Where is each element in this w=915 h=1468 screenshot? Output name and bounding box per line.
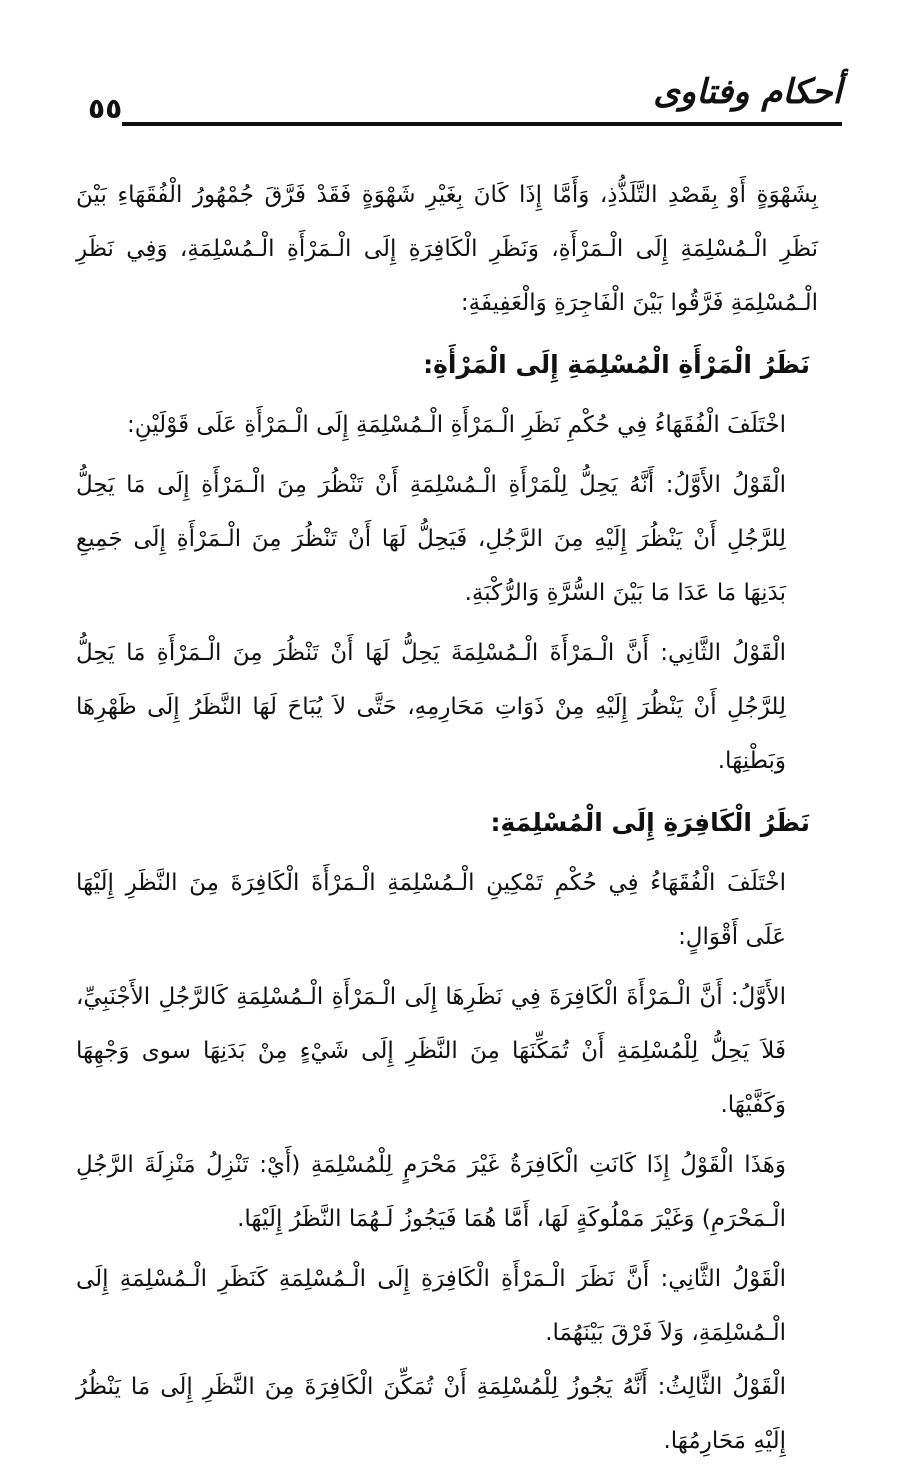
page-header <box>82 72 842 136</box>
book-title: أحكام وفتاوى <box>653 72 842 112</box>
paragraph-first-opinion: الْقَوْلُ الأَوَّلُ: أَنَّهُ يَحِلُّ لِلْمَرْأَةِ الْـمُسْلِمَةِ أَنْ تَنْظُرَ مِنَ الْـمَرْأَةِ إِلَى مَا يَحِلُّ لِلرَّجُلِ أَنْ يَنْظُرَ إِلَيْهِ مِنَ الرَّجُلِ، فَيَحِلُّ لَهَا أَنْ تَنْظُرَ مِنَ الْـمَرْأَةِ إِلَى جَمِيعِ بَدَنِهَا مَا عَدَا مَا بَيْنَ السُّرَّةِ وَالرُّكْبَةِ. <box>76 472 786 606</box>
page-number: ٥٥ <box>88 92 123 125</box>
paragraph-opinion-2: الْقَوْلُ الثَّانِي: أَنَّ نَظَرَ الْـمَرْأَةِ الْكَافِرَةِ إِلَى الْـمُسْلِمَةِ كَنَظَرِ الْـمُسْلِمَةِ إِلَى الْـمُسْلِمَةِ، وَلاَ فَرْقَ بَيْنَهُمَا. <box>76 1266 786 1346</box>
paragraph-disagreement-2: اخْتَلَفَ الْفُقَهَاءُ فِي حُكْمِ تَمْكِينِ الْـمُسْلِمَةِ الْـمَرْأَةَ الْكَافِرَةَ مِنَ النَّظَرِ إِلَيْهَا عَلَى أَقْوَالٍ: <box>76 870 786 950</box>
section-heading-muslim-woman: نَظَرُ الْمَرْأَةِ الْمُسْلِمَةِ إِلَى الْمَرْأَةِ: <box>423 350 810 379</box>
paragraph-opinion-1: الأَوَّلُ: أَنَّ الْـمَرْأَةَ الْكَافِرَةَ فِي نَظَرِهَا إِلَى الْـمَرْأَةِ الْـمُسْلِمَةِ كَالرَّجُلِ الأَجْنَبِيِّ، فَلاَ يَحِلُّ لِلْمُسْلِمَةِ أَنْ تُمَكِّنَهَا مِنَ النَّظَرِ إِلَى شَيْءٍ مِنْ بَدَنِهَا سوى وَجْهِهَا وَكَفَّيْهَا. <box>76 984 786 1118</box>
section-heading-non-muslim-woman: نَظَرُ الْكَافِرَةِ إِلَى الْمُسْلِمَةِ: <box>490 808 810 837</box>
page-content <box>76 168 818 1468</box>
paragraph-disagreement: اخْتَلَفَ الْفُقَهَاءُ فِي حُكْمِ نَظَرِ الْـمَرْأَةِ الْـمُسْلِمَةِ إِلَى الْـمَرْأَةِ عَلَى قَوْلَيْنِ: <box>126 412 786 438</box>
header-rule <box>122 122 842 126</box>
paragraph-second-opinion: الْقَوْلُ الثَّانِي: أَنَّ الْـمَرْأَةَ الْـمُسْلِمَةَ يَحِلُّ لَهَا أَنْ تَنْظُرَ مِنَ الْـمَرْأَةِ مَا يَحِلُّ لِلرَّجُلِ أَنْ يَنْظُرَ إِلَيْهِ مِنْ ذَوَاتِ مَحَارِمِهِ، حَتَّى لاَ يُبَاحَ لَهَا النَّظَرُ إِلَى ظَهْرِهَا وَبَطْنِهَا. <box>76 640 786 774</box>
paragraph-clarification: وَهَذَا الْقَوْلُ إِذَا كَانَتِ الْكَافِرَةُ غَيْرَ مَحْرَمٍ لِلْمُسْلِمَةِ (أَيْ: تَنْزِلُ مَنْزِلَةَ الرَّجُلِ الْـمَحْرَمِ) وَغَيْرَ مَمْلُوكَةٍ لَهَا، أَمَّا هُمَا فَيَجُوزُ لَـهُمَا النَّظَرُ إِلَيْهَا. <box>76 1152 786 1232</box>
paragraph-intro: بِشَهْوَةٍ أَوْ بِقَصْدِ التَّلَذُّذِ، وَأَمَّا إِذَا كَانَ بِغَيْرِ شَهْوَةٍ فَقَدْ فَرَّقَ جُمْهُورُ الْفُقَهَاءِ بَيْنَ نَظَرِ الْـمُسْلِمَةِ إِلَى الْـمَرْأَةِ، وَنَظَرِ الْكَافِرَةِ إِلَى الْـمَرْأَةِ الْـمُسْلِمَةِ، وَفِي نَظَرِ الْـمُسْلِمَةِ فَرَّقُوا بَيْنَ الْفَاجِرَةِ وَالْعَفِيفَةِ: <box>76 182 818 316</box>
paragraph-opinion-3: الْقَوْلُ الثَّالِثُ: أَنَّهُ يَجُوزُ لِلْمُسْلِمَةِ أَنْ تُمَكِّنَ الْكَافِرَةَ مِنَ النَّظَرِ إِلَى مَا يَنْظُرُ إِلَيْهِ مَحَارِمُهَا. <box>76 1374 786 1454</box>
